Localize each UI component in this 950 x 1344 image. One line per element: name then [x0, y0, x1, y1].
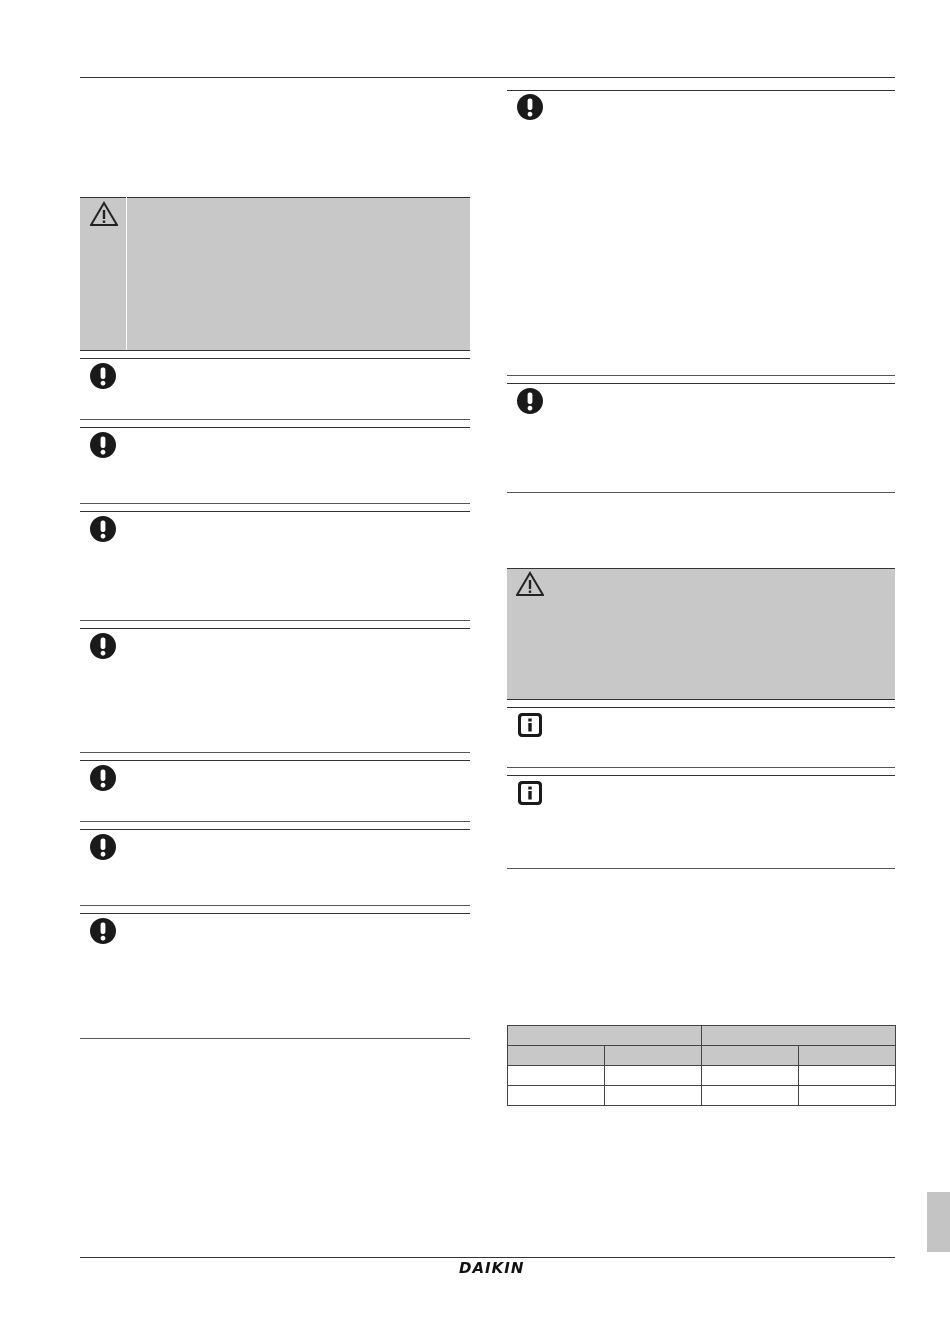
- notice-7-top-rule: [80, 913, 470, 914]
- notice-3-bottom-rule: [80, 620, 470, 621]
- chapter-tab-marker: [927, 1192, 950, 1252]
- table-header-cell: [508, 1026, 702, 1046]
- notice-exclamation-icon: [89, 917, 117, 945]
- notice-3-top-rule: [80, 511, 470, 512]
- warning-triangle-icon: [516, 571, 544, 597]
- notice-exclamation-icon: [516, 387, 544, 415]
- information-icon: [517, 712, 543, 738]
- warning-triangle-icon: [90, 201, 118, 227]
- table-cell: [508, 1066, 605, 1086]
- notice-exclamation-icon: [89, 515, 117, 543]
- notice-1-top-rule: [80, 358, 470, 359]
- table-cell: [799, 1066, 896, 1086]
- notice-4-bottom-rule: [80, 752, 470, 753]
- info-r1-bottom-rule: [507, 767, 895, 768]
- notice-6-top-rule: [80, 829, 470, 830]
- notice-exclamation-icon: [89, 431, 117, 459]
- notice-2-bottom-rule: [80, 503, 470, 504]
- header-rule: [80, 77, 895, 78]
- notice-2-top-rule: [80, 427, 470, 428]
- table-cell: [702, 1066, 799, 1086]
- warning-panel-top-rule: [80, 197, 470, 198]
- info-r2-top-rule: [507, 775, 895, 776]
- notice-r2-bottom-rule: [507, 492, 895, 493]
- table-header-row: [508, 1026, 896, 1046]
- table-row: [508, 1086, 896, 1106]
- table-cell: [605, 1086, 702, 1106]
- warning-panel-divider: [126, 197, 127, 350]
- notice-r2-top-rule: [507, 383, 895, 384]
- table-cell: [605, 1066, 702, 1086]
- warning-panel: [80, 197, 470, 350]
- info-r2-bottom-rule: [507, 868, 895, 869]
- information-icon: [517, 780, 543, 806]
- warning-panel-bottom-rule: [80, 350, 470, 351]
- table-subheader-cell: [605, 1046, 702, 1066]
- notice-6-bottom-rule: [80, 905, 470, 906]
- info-r1-top-rule: [507, 707, 895, 708]
- warning-panel-right-bottom-rule: [507, 699, 895, 700]
- table-cell: [799, 1086, 896, 1106]
- table-header-cell: [702, 1026, 896, 1046]
- notice-exclamation-icon: [89, 632, 117, 660]
- footer-rule: [80, 1257, 895, 1258]
- table-cell: [508, 1086, 605, 1106]
- notice-exclamation-icon: [89, 362, 117, 390]
- spec-table: [507, 1025, 896, 1106]
- notice-r1-top-rule: [507, 90, 895, 91]
- table-row: [508, 1066, 896, 1086]
- table-cell: [702, 1086, 799, 1106]
- notice-exclamation-icon: [516, 93, 544, 121]
- notice-exclamation-icon: [89, 764, 117, 792]
- table-subheader-cell: [702, 1046, 799, 1066]
- notice-exclamation-icon: [89, 833, 117, 861]
- notice-7-bottom-rule: [80, 1038, 470, 1039]
- notice-r1-bottom-rule: [507, 375, 895, 376]
- table-subheader-cell: [508, 1046, 605, 1066]
- warning-panel-right: [507, 568, 895, 699]
- table-subheader-row: [508, 1046, 896, 1066]
- notice-5-top-rule: [80, 760, 470, 761]
- table-subheader-cell: [799, 1046, 896, 1066]
- notice-4-top-rule: [80, 628, 470, 629]
- brand-logo: DAIKIN: [459, 1259, 525, 1277]
- notice-1-bottom-rule: [80, 419, 470, 420]
- warning-panel-right-top-rule: [507, 568, 895, 569]
- notice-5-bottom-rule: [80, 821, 470, 822]
